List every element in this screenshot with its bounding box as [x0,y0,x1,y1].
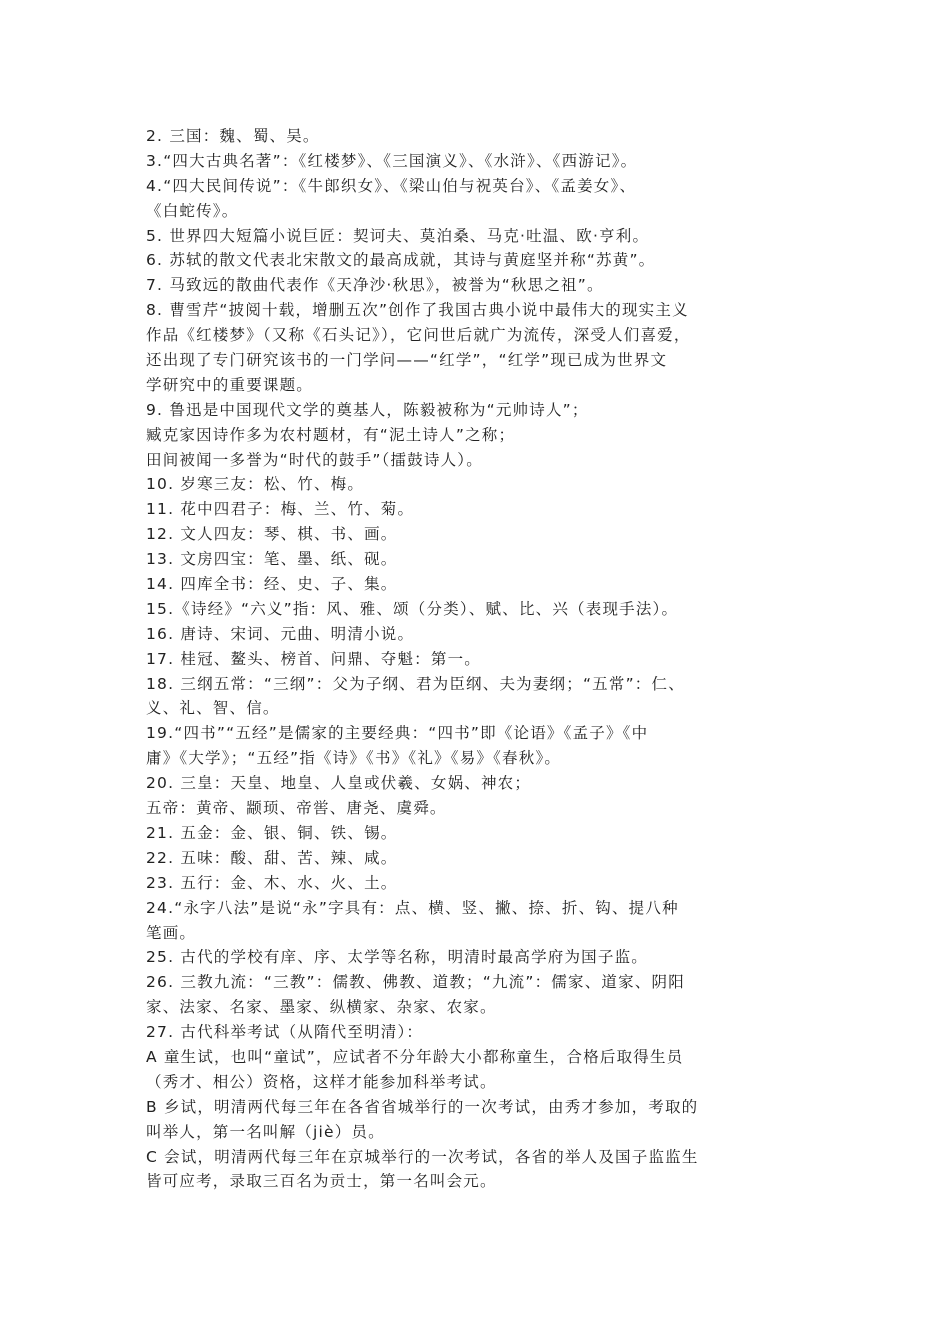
text-line: 15.《诗经》“六义”指：风、雅、颂（分类）、赋、比、兴（表现手法）。 [146,599,679,618]
text-line: 11. 花中四君子：梅、兰、竹、菊。 [146,500,415,519]
text-line: 19.“四书”“五经”是儒家的主要经典：“四书”即《论语》《孟子》《中 [146,724,649,743]
text-line: 家、法家、名家、墨家、纵横家、杂家、农家。 [146,998,497,1017]
text-line: 14. 四库全书：经、史、子、集。 [146,575,398,594]
text-line: 17. 桂冠、鳌头、榜首、问鼎、夺魁：第一。 [146,649,481,668]
text-line: 田间被闻一多誉为“时代的鼓手”（擂鼓诗人）。 [146,450,483,469]
text-line: 10. 岁寒三友：松、竹、梅。 [146,475,365,494]
text-line: 2. 三国：魏、蜀、吴。 [146,127,320,145]
text-line: 27. 古代科举考试（从隋代至明清）： [146,1023,424,1042]
text-line: 还出现了专门研究该书的一门学问——“红学”，“红学”现已成为世界文 [146,351,668,370]
text-line: 24.“永字八法”是说“永”字具有：点、横、竖、撇、捺、折、钩、提八种 [146,898,679,917]
text-line: 《白蛇传》。 [146,201,239,220]
text-line: C 会试，明清两代每三年在京城举行的一次考试，各省的举人及国子监监生 [146,1147,699,1166]
text-line: 9. 鲁迅是中国现代文学的奠基人，陈毅被称为“元帅诗人”； [146,400,589,419]
text-line: 8. 曹雪芹“披阅十载，增删五次”创作了我国古典小说中最伟大的现实主义 [146,301,689,320]
text-line: 臧克家因诗作多为农村题材，有“泥土诗人”之称； [146,425,516,444]
text-line: A 童生试，也叫“童试”，应试者不分年龄大小都称童生，合格后取得生员 [146,1047,684,1066]
text-line: 20. 三皇：天皇、地皇、人皇或伏羲、女娲、神农； [146,774,532,793]
text-line: 16. 唐诗、宋词、元曲、明清小说。 [146,624,415,643]
text-line: 12. 文人四友：琴、棋、书、画。 [146,525,398,544]
text-line: 25. 古代的学校有庠、序、太学等名称，明清时最高学府为国子监。 [146,948,648,967]
text-line: 作品《红楼梦》（又称《石头记》），它问世后就广为流传，深受人们喜爱， [146,326,691,345]
text-line: 3.“四大古典名著”：《红楼梦》、《三国演义》、《水浒》、《西游记》。 [146,151,638,170]
text-line: 7. 马致远的散曲代表作《天净沙·秋思》，被誉为“秋思之祖”。 [146,276,604,295]
text-line: 26. 三教九流：“三教”：儒教、佛教、道教；“九流”：儒家、道家、阴阳 [146,973,685,992]
document-body [146,124,806,1194]
text-line: 笔画。 [146,923,197,942]
text-line: 13. 文房四宝：笔、墨、纸、砚。 [146,550,398,569]
text-line: 5. 世界四大短篇小说巨匠：契诃夫、莫泊桑、马克·吐温、欧·亨利。 [146,226,650,245]
text-line: 义、礼、智、信。 [146,699,280,718]
text-line: 学研究中的重要课题。 [146,375,314,394]
text-line: 4.“四大民间传说”：《牛郎织女》、《梁山伯与祝英台》、《孟姜女》、 [146,176,637,195]
text-line: 22. 五味：酸、甜、苦、辣、咸。 [146,848,398,867]
text-line: 五帝：黄帝、颛顼、帝喾、唐尧、虞舜。 [146,799,447,818]
text-line: （秀才、相公）资格，这样才能参加科举考试。 [146,1072,497,1091]
text-line: 18. 三纲五常：“三纲”：父为子纲、君为臣纲、夫为妻纲；“五常”：仁、 [146,674,685,693]
text-line: 6. 苏轼的散文代表北宋散文的最高成就，其诗与黄庭坚并称“苏黄”。 [146,251,656,270]
text-line: 23. 五行：金、木、水、火、土。 [146,873,398,892]
text-line: B 乡试，明清两代每三年在各省省城举行的一次考试，由秀才参加，考取的 [146,1097,699,1116]
text-line: 21. 五金：金、银、铜、铁、锡。 [146,823,398,842]
text-line: 皆可应考，录取三百名为贡士，第一名叫会元。 [146,1172,497,1191]
text-line: 庸》《大学》；“五经”指《诗》《书》《礼》《易》《春秋》。 [146,749,562,768]
text-line: 叫举人，第一名叫解（jiè）员。 [146,1122,385,1141]
